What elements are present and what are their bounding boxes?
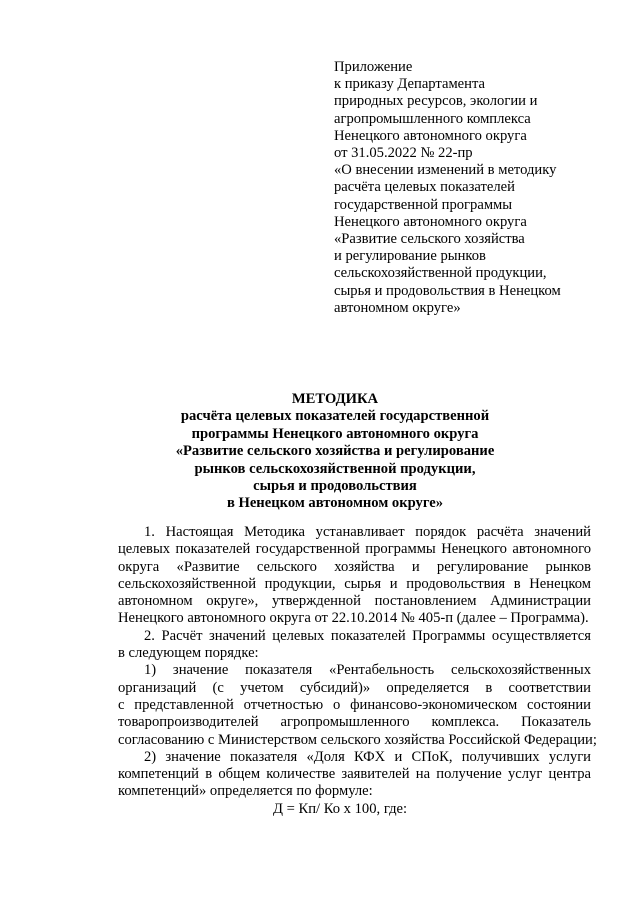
title-line: расчёта целевых показателей государственной: [180, 408, 490, 425]
annex-line: к приказу Департамента: [334, 76, 485, 93]
paragraph-1-line: сельскохозяйственной продукции, сырья и продовольствия в Ненецком: [118, 575, 591, 592]
paragraph-2-line: 2. Расчёт значений целевых показателей Программы осуществляется: [144, 627, 591, 644]
title-line: в Ненецком автономном округе»: [226, 495, 444, 512]
item-2-line: компетенций в общем количестве заявителей на получение услуг центра: [118, 766, 591, 783]
item-1-line: с представленной отчетностью о финансово-экономическом состоянии: [118, 696, 591, 713]
item-1-line: товаропроизводителей агропромышленного комплекса. Показатель: [118, 714, 591, 731]
paragraph-2-line: в следующем порядке:: [118, 645, 259, 662]
annex-line: Ненецкого автономного округа: [334, 127, 527, 144]
annex-line: сельскохозяйственной продукции,: [334, 265, 547, 282]
item-1-line: согласованию с Министерством сельского хозяйства Российской Федерации;: [118, 731, 597, 748]
annex-line: Ненецкого автономного округа: [334, 213, 527, 230]
annex-line: агропромышленного комплекса: [334, 110, 531, 127]
paragraph-1-line: округа «Развитие сельского хозяйства и регулирование рынков: [118, 558, 591, 575]
title-line: сырья и продовольствия: [253, 478, 417, 495]
annex-line: «О внесении изменений в методику: [334, 162, 557, 179]
annex-line: сырья и продовольствия в Ненецком: [334, 282, 561, 299]
document-body: [118, 524, 597, 818]
item-1-line: 1) значение показателя «Рентабельность сельскохозяйственных: [144, 662, 591, 679]
paragraph-1-line: автономном округе», утвержденной постановлением Администрации: [118, 593, 591, 610]
paragraph-1-line: целевых показателей государственной программы Ненецкого автономного: [118, 541, 591, 558]
annex-line: природных ресурсов, экологии и: [334, 93, 538, 110]
title-line: рынков сельскохозяйственной продукции,: [194, 460, 476, 477]
formula: Д = Кп/ Ко х 100, где:: [273, 800, 408, 817]
title-line: программы Ненецкого автономного округа: [191, 425, 479, 442]
title-line: «Развитие сельского хозяйства и регулирование: [175, 443, 495, 460]
annex-line: государственной программы: [334, 196, 513, 213]
item-1-line: организаций (с учетом субсидий)» определяется в соответствии: [118, 679, 591, 696]
annex-line: автономном округе»: [334, 299, 461, 316]
annex-header: [334, 59, 614, 317]
annex-line: «Развитие сельского хозяйства: [334, 231, 525, 248]
annex-line: от 31.05.2022 № 22-пр: [334, 145, 473, 162]
annex-line: и регулирование рынков: [334, 248, 486, 265]
paragraph-1-line: 1. Настоящая Методика устанавливает порядок расчёта значений: [144, 524, 591, 540]
paragraph-1-line: Ненецкого автономного округа от 22.10.2014 № 405-п (далее – Программа).: [118, 610, 589, 627]
annex-line: расчёта целевых показателей: [334, 179, 515, 196]
document-title: [100, 391, 570, 513]
title-line: МЕТОДИКА: [291, 391, 379, 407]
annex-line: Приложение: [334, 59, 413, 75]
item-2-line: 2) значение показателя «Доля КФХ и СПоК, получивших услуги: [144, 748, 591, 765]
item-2-line: компетенций» определяется по формуле:: [118, 783, 373, 800]
